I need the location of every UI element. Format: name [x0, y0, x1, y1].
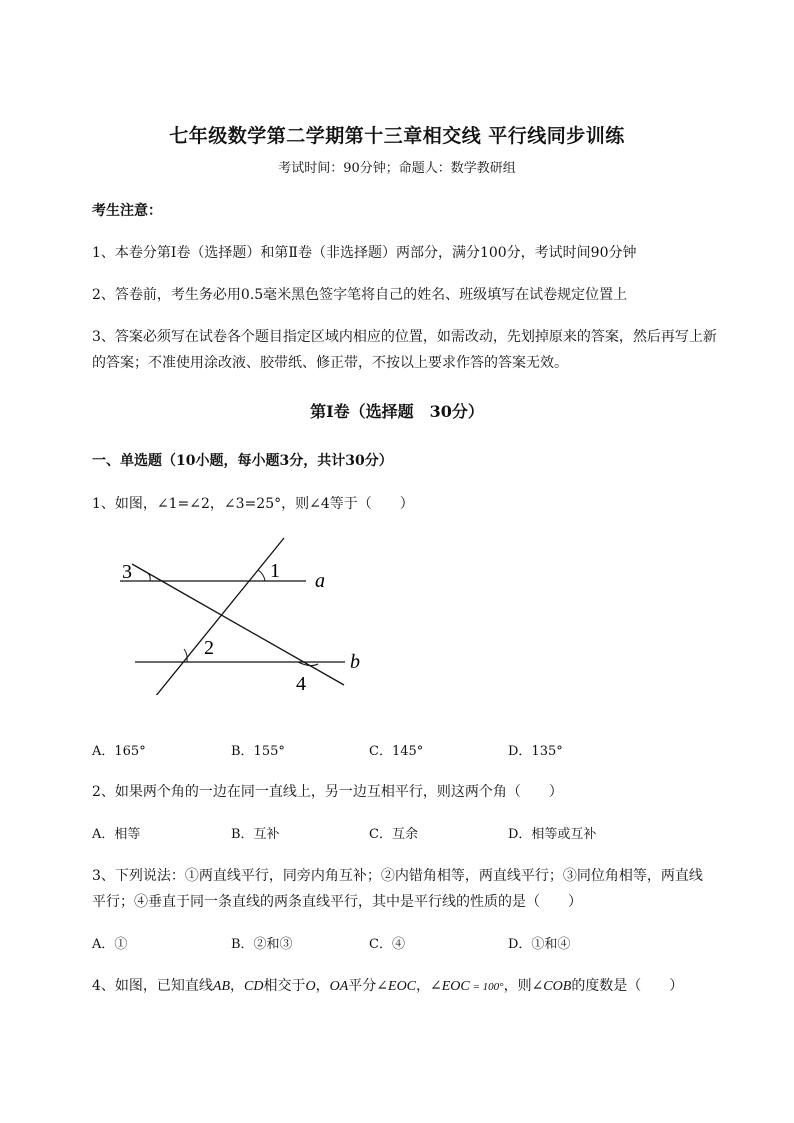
- question-3-option-c[interactable]: C．④: [369, 937, 405, 952]
- label-angle-4: 4: [296, 673, 306, 695]
- question-2-stem: 2、如果两个角的一边在同一直线上，另一边互相平行，则这两个角（ ）: [92, 784, 563, 800]
- notice-item-3: 3、答案必须写在试卷各个题目指定区域内相应的位置，如需改动，先划掉原来的答案，然后再写上新: [92, 329, 717, 345]
- q4-math-cob: ∠COB: [531, 979, 572, 994]
- transversal-1: [132, 564, 344, 685]
- q4-math-ab: AB: [212, 979, 231, 994]
- question-3-stem-line-1: 3、下列说法：①两直线平行，同旁内角互补；②内错角相等，两直线平行；③同位角相等，两直线: [92, 868, 703, 884]
- question-3-option-d[interactable]: D．①和④: [508, 937, 571, 952]
- q4-text-2: ，: [230, 978, 245, 994]
- notice-item-1: 1、本卷分第I卷（选择题）和第Ⅱ卷（非选择题）两部分，满分100分，考试时间90分钟: [92, 245, 637, 261]
- label-line-b: b: [350, 651, 360, 673]
- q4-text-1: 4、如图，已知直线: [92, 978, 213, 994]
- q4-text-7: ，则: [503, 978, 532, 994]
- question-3-option-a[interactable]: A．①: [92, 937, 128, 952]
- notice-item-3-cont: 的答案；不准使用涂改液、胶带纸、修正带，不按以上要求作答的答案无效。: [92, 355, 568, 371]
- question-4-stem: [92, 975, 683, 995]
- question-2-option-d[interactable]: D．相等或互补: [508, 827, 597, 842]
- q4-text-6: ，: [416, 978, 431, 994]
- transversal-2: [155, 538, 284, 695]
- question-2-option-c[interactable]: C．互余: [369, 827, 418, 842]
- q4-text-5: 平分: [348, 978, 377, 994]
- label-line-a: a: [315, 570, 325, 592]
- question-2-option-a[interactable]: A．相等: [92, 827, 141, 842]
- q4-math-cd: CD: [244, 979, 264, 994]
- q4-text-3: 相交于: [263, 978, 306, 994]
- question-1-option-b[interactable]: B．155°: [231, 744, 285, 759]
- part-title: 一、单选题（10小题，每小题3分，共计30分）: [92, 453, 393, 469]
- question-1-option-d[interactable]: D．135°: [508, 744, 563, 759]
- q4-math-o: O: [305, 979, 316, 994]
- label-angle-1: 1: [270, 560, 280, 582]
- question-3-option-b[interactable]: B．②和③: [231, 937, 293, 952]
- question-1-stem: 1、如图，∠1=∠2，∠3=25°，则∠4等于（ ）: [92, 496, 414, 512]
- q4-math-oa: OA: [329, 979, 349, 994]
- q4-math-value: = 100°: [469, 981, 504, 993]
- page-title: 七年级数学第二学期第十三章相交线 平行线同步训练: [169, 125, 625, 147]
- q4-text-8: 的度数是（ ）: [571, 978, 684, 994]
- angle-1-arc: [258, 570, 265, 581]
- question-1-figure: [110, 535, 370, 695]
- question-1-option-a[interactable]: A．165°: [92, 744, 146, 759]
- label-angle-2: 2: [204, 637, 214, 659]
- question-2-option-b[interactable]: B．互补: [231, 827, 280, 842]
- notice-item-2: 2、答卷前，考生务必用0.5毫米黑色签字笔将自己的姓名、班级填写在试卷规定位置上: [92, 287, 628, 303]
- label-angle-3: 3: [122, 561, 132, 583]
- q4-math-eoc: ∠EOC: [376, 979, 417, 994]
- q4-math-eoc-2: ∠EOC: [430, 979, 470, 994]
- section-title: 第I卷（选择题 30分）: [310, 402, 484, 421]
- question-1-option-c[interactable]: C．145°: [369, 744, 424, 759]
- question-3-stem-line-2: 平行；④垂直于同一条直线的两条直线平行，其中是平行线的性质的是（ ）: [92, 894, 582, 910]
- notice-heading: 考生注意：: [92, 203, 162, 219]
- exam-info: 考试时间：90分钟；命题人：数学教研组: [278, 161, 516, 176]
- q4-text-4: ，: [315, 978, 330, 994]
